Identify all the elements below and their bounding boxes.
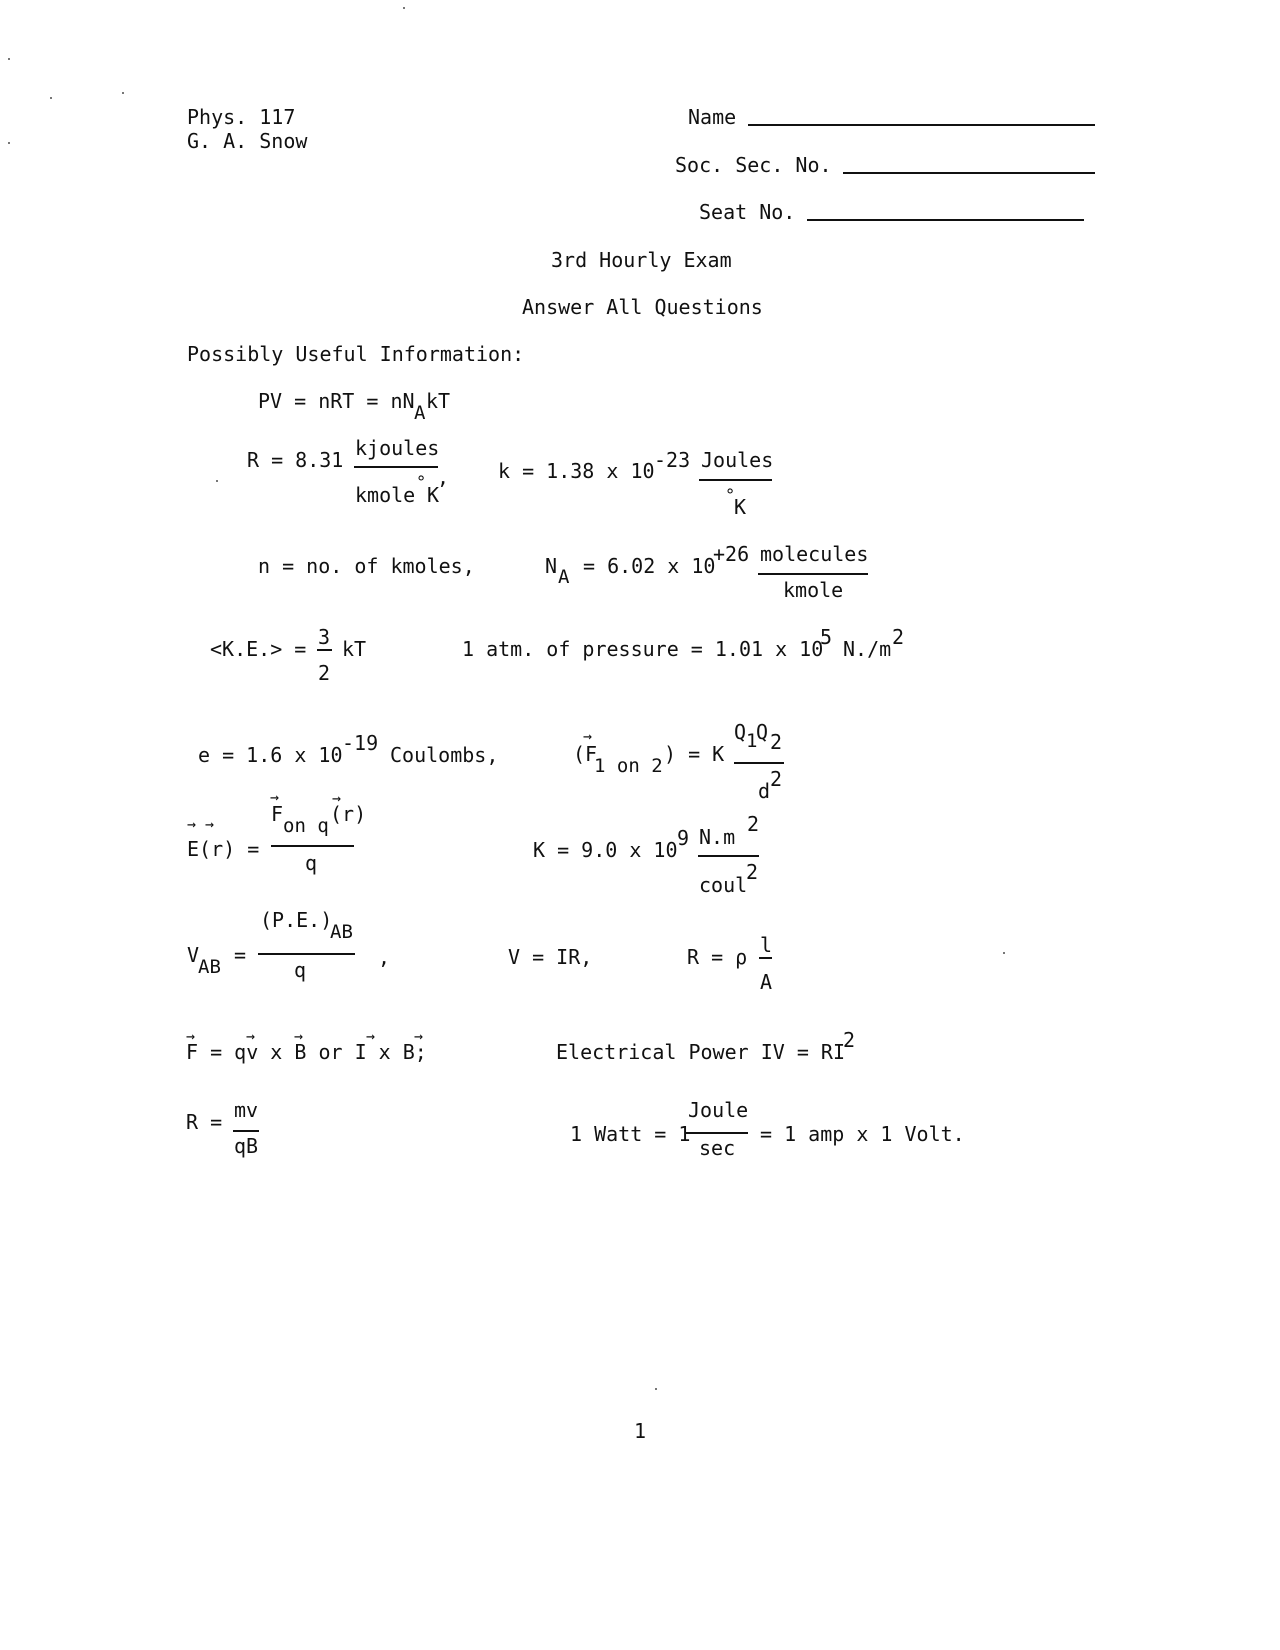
scan-speck [50, 97, 52, 99]
exam-subtitle: Answer All Questions [522, 295, 763, 319]
ssn-field[interactable] [843, 172, 1095, 174]
page-number: 1 [634, 1419, 647, 1443]
ssn-label: Soc. Sec. No. [675, 153, 832, 177]
seat-label: Seat No. [699, 200, 796, 224]
exam-title: 3rd Hourly Exam [551, 248, 732, 272]
ohm-law: V = IR, [508, 945, 593, 969]
scan-speck [1003, 952, 1005, 954]
name-field[interactable] [748, 124, 1095, 126]
scan-speck [8, 58, 10, 60]
name-label: Name [688, 105, 737, 129]
scan-speck [8, 142, 10, 144]
scan-speck [122, 92, 124, 94]
kmole-definition: n = no. of kmoles, [258, 554, 475, 578]
seat-field[interactable] [807, 219, 1084, 221]
course-label: Phys. 117 [187, 105, 296, 129]
scan-speck [403, 7, 405, 9]
scan-speck [655, 1388, 657, 1390]
scan-speck [216, 480, 218, 482]
instructor-label: G. A. Snow [187, 129, 308, 153]
info-heading: Possibly Useful Information: [187, 342, 525, 366]
